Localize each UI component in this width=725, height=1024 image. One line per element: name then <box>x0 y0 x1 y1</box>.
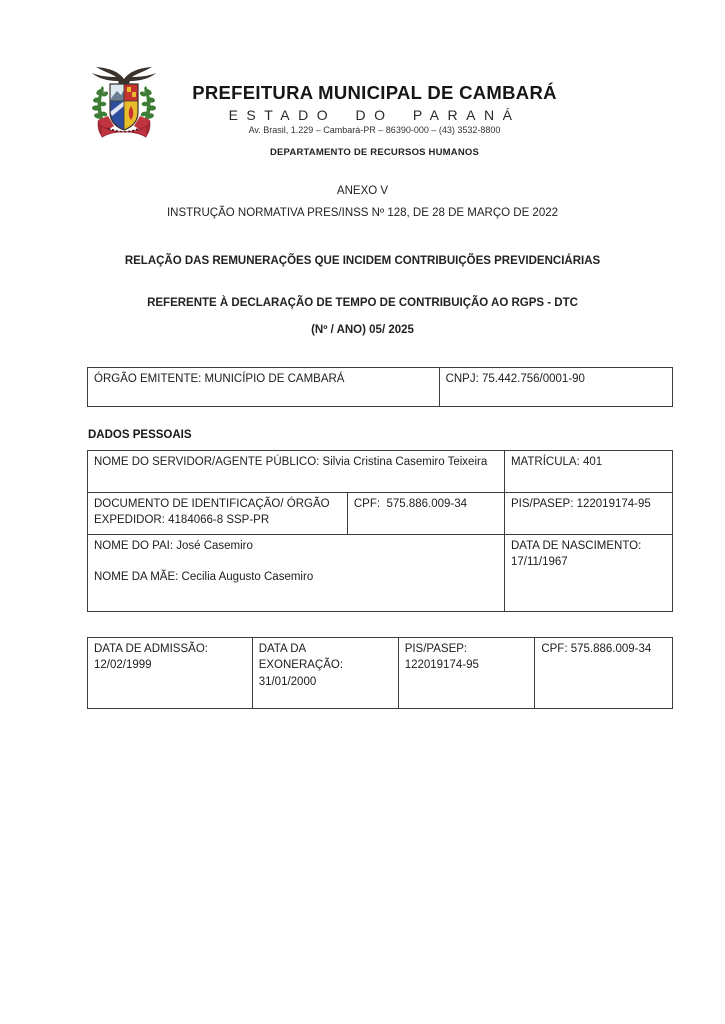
admission-date-label: DATA DE ADMISSÃO: <box>94 643 208 655</box>
annex-title: ANEXO V <box>336 185 389 197</box>
cpf-cell: CPF: 575.886.009-34 <box>348 493 505 534</box>
father-name-line: NOME DO PAI: José Casemiro <box>94 540 253 552</box>
admission-date-cell <box>88 638 253 708</box>
issuing-body-cell: ÓRGÃO EMITENTE: MUNICÍPIO DE CAMBARÁ <box>88 368 440 406</box>
table-row <box>88 368 672 406</box>
personal-data-heading: DADOS PESSOAIS <box>88 429 192 441</box>
parents-cell <box>88 535 505 611</box>
department-line: DEPARTAMENTO DE RECURSOS HUMANOS <box>269 147 480 158</box>
number-year-title: (Nº / ANO) 05/ 2025 <box>311 324 414 336</box>
table-row <box>88 451 672 492</box>
municipality-title: PREFEITURA MUNICIPAL DE CAMBARÁ <box>192 82 557 103</box>
table-row <box>88 492 672 534</box>
table-row <box>88 534 672 611</box>
employment-dates-table <box>87 637 673 709</box>
id-document-cell: DOCUMENTO DE IDENTIFICAÇÃO/ ÓRGÃO EXPEDIDOR: 4184066-8 SSP-PR <box>88 493 348 534</box>
cpf-cell: CPF: 575.886.009-34 <box>541 643 652 655</box>
table-row <box>88 638 672 708</box>
normative-instruction-title: INSTRUÇÃO NORMATIVA PRES/INSS Nº 128, DE 28 DE MARÇO DE 2022 <box>166 207 559 219</box>
reference-title: REFERENTE À DECLARAÇÃO DE TEMPO DE CONTRIBUIÇÃO AO RGPS - DTC <box>147 297 578 309</box>
admission-date-value: 12/02/1999 <box>94 659 152 672</box>
mother-name-line: NOME DA MÃE: Cecilia Augusto Casemiro <box>94 571 314 584</box>
issuing-body-table <box>87 367 673 407</box>
registration-cell: MATRÍCULA: 401 <box>510 456 603 468</box>
birth-date-cell: DATA DE NASCIMENTO: 17/11/1967 <box>510 540 642 569</box>
dismissal-date-label: DATA DA EXONERAÇÃO: <box>258 643 344 672</box>
personal-data-table <box>87 450 673 612</box>
dismissal-date-cell <box>253 638 399 708</box>
remunerations-title: RELAÇÃO DAS REMUNERAÇÕES QUE INCIDEM CONTRIBUIÇÕES PREVIDENCIÁRIAS <box>124 255 601 267</box>
pis-pasep-value: 122019174-95 <box>404 659 479 672</box>
dismissal-date-value: 31/01/2000 <box>258 675 317 688</box>
letterhead <box>24 82 725 158</box>
cnpj-cell: CNPJ: 75.442.756/0001-90 <box>445 373 585 385</box>
pis-pasep-cell: PIS/PASEP: 122019174-95 <box>510 498 651 510</box>
servant-name-cell: NOME DO SERVIDOR/AGENTE PÚBLICO: Silvia Cristina Casemiro Teixeira <box>88 451 505 492</box>
state-subtitle: ESTADO DO PARANÁ <box>228 107 521 123</box>
pis-pasep-cell <box>399 638 536 708</box>
address-line: Av. Brasil, 1.229 – Cambará-PR – 86390-000 – (43) 3532-8800 <box>248 125 501 135</box>
pis-pasep-label: PIS/PASEP: <box>404 643 468 655</box>
